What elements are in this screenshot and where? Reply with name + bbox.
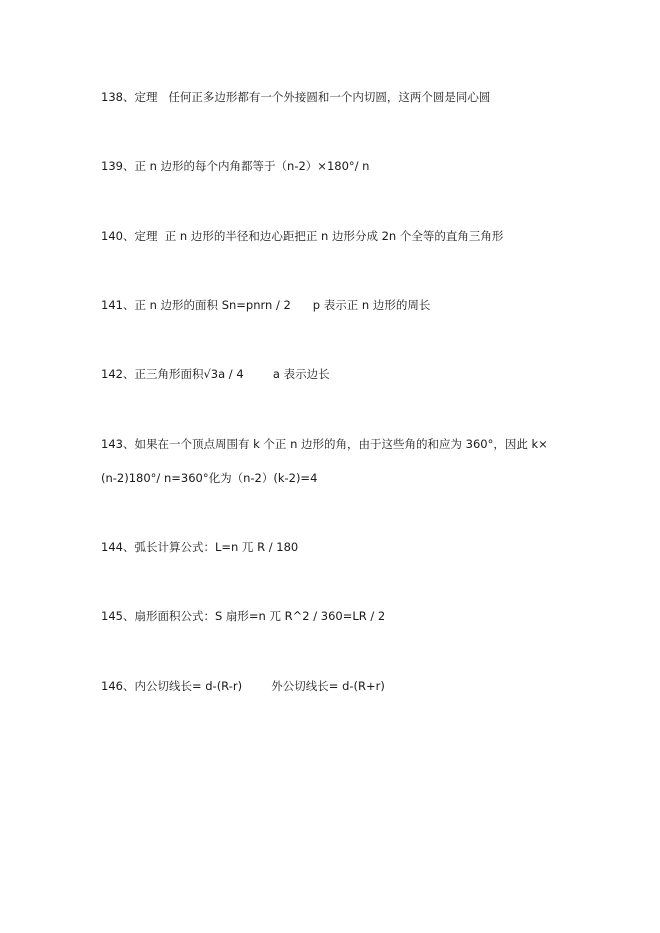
theorem-146-text: 146、内公切线长= d-(R-r) 外公切线长= d-(R+r)	[101, 679, 385, 693]
theorem-142-text: 142、正三角形面积√3a / 4 a 表示边长	[101, 367, 330, 381]
theorem-145-text: 145、扇形面积公式：S 扇形=n 兀 R^2 / 360=LR / 2	[101, 609, 386, 623]
theorem-144-text: 144、弧长计算公式：L=n 兀 R / 180	[101, 540, 299, 554]
theorem-139-text: 139、正 n 边形的每个内角都等于（n-2）×180°/ n	[101, 159, 370, 173]
theorem-140-text: 140、定理 正 n 边形的半径和边心距把正 n 边形分成 2n 个全等的直角三角形	[101, 229, 504, 243]
theorem-143-text-line1: 143、如果在一个顶点周围有 k 个正 n 边形的角，由于这些角的和应为 360°，因此 k×	[101, 437, 548, 451]
theorem-138-text: 138、定理 任何正多边形都有一个外接圆和一个内切圆，这两个圆是同心圆	[101, 90, 491, 104]
theorem-141-text: 141、正 n 边形的面积 Sn=pnrn / 2 p 表示正 n 边形的周长	[101, 298, 431, 312]
theorem-143-text-line2: (n-2)180°/ n=360°化为（n-2）(k-2)=4	[101, 471, 318, 485]
